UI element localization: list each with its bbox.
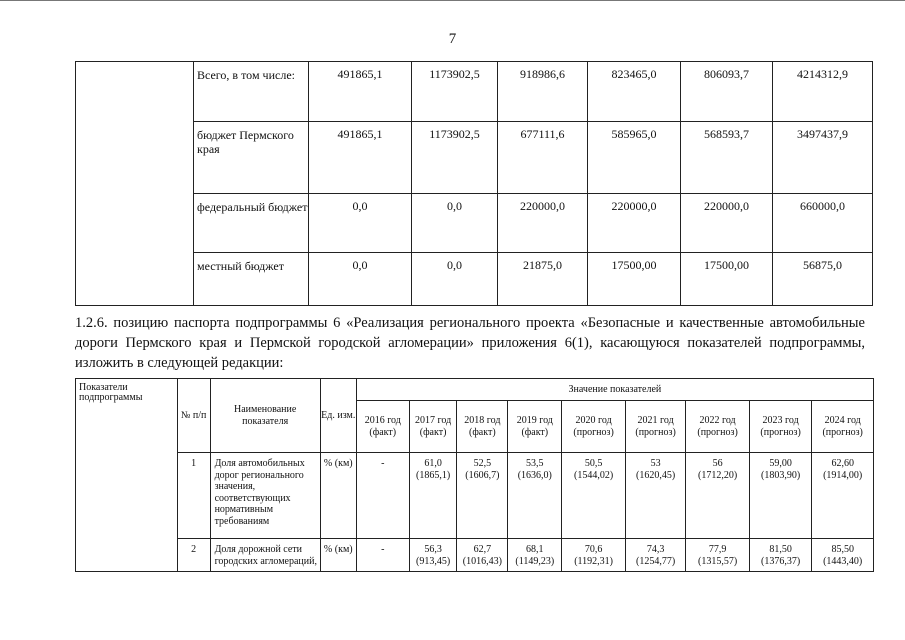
value-percent: 62,7 [473,544,492,555]
funding-value: 823465,0 [588,62,681,122]
indicator-value [686,453,750,539]
indicator-unit: % (км) [320,539,356,572]
funding-row-label: Всего, в том числе: [194,62,309,122]
funding-value: 17500,00 [588,253,681,306]
funding-value: 918986,6 [498,62,588,122]
indicator-value [625,539,685,572]
funding-value: 585965,0 [588,122,681,194]
indicator-number: 2 [177,539,210,572]
indicator-value [686,539,750,572]
value-percent: 81,50 [769,544,792,555]
value-km: (1803,90) [761,469,801,481]
indicator-value [562,453,626,539]
value-percent: - [381,544,385,555]
value-km: (1149,23) [515,555,555,567]
funding-value: 491865,1 [309,122,412,194]
indicator-value [508,453,562,539]
funding-value: 677111,6 [498,122,588,194]
value-km: (1606,7) [465,469,500,481]
funding-value: 660000,0 [773,194,873,253]
funding-row [76,62,873,122]
indicator-name: Доля дорожной сети городских агломераций, [210,539,320,572]
value-percent: 62,60 [831,458,854,469]
value-km: (1914,00) [823,469,863,481]
value-percent: 74,3 [646,544,665,555]
funding-value: 220000,0 [588,194,681,253]
year-header: 2017 год (факт) [409,401,457,453]
indicator-value [409,453,457,539]
value-km: (1544,02) [574,469,614,481]
indicator-value [508,539,562,572]
value-km: (1636,0) [517,469,552,481]
page-top-rule [0,0,905,1]
amendment-paragraph: 1.2.6. позицию паспорта подпрограммы 6 «Реализация регионального проекта «Безопасные и качественные автомобильные дороги Пермского края и Пермской городской агломерации» приложения 6(1), касающуюся показателей подпрограммы, изложить в следующей редакции: [75,315,865,371]
funding-value: 568593,7 [681,122,773,194]
value-percent: 52,5 [473,458,492,469]
value-percent: 70,6 [584,544,603,555]
funding-value: 0,0 [412,194,498,253]
funding-value: 56875,0 [773,253,873,306]
funding-row [76,194,873,253]
funding-row [76,253,873,306]
funding-value: 4214312,9 [773,62,873,122]
indicator-value [749,453,812,539]
funding-value: 21875,0 [498,253,588,306]
funding-value: 0,0 [309,194,412,253]
funding-row [76,122,873,194]
indicator-value [562,539,626,572]
value-km: (1192,31) [574,555,613,567]
year-header: 2019 год (факт) [508,401,562,453]
value-percent: 77,9 [708,544,727,555]
funding-row-label: местный бюджет [194,253,309,306]
indicator-value [749,539,812,572]
indicator-row [76,453,874,539]
value-km: (1865,1) [416,469,451,481]
indicator-value [409,539,457,572]
value-percent: 50,5 [584,458,603,469]
indicator-number: 1 [177,453,210,539]
indicator-unit: % (км) [320,453,356,539]
indicators-label: Показатели подпрограммы [76,379,178,572]
indicator-value [812,453,874,539]
indicator-value [812,539,874,572]
year-header: 2024 год (прогноз) [812,401,874,453]
col-num-header: № п/п [177,379,210,453]
value-km: (1016,43) [462,555,502,567]
indicators-table [75,378,874,572]
col-unit-header: Ед. изм. [320,379,356,453]
values-group-header: Значение показателей [356,379,873,401]
funding-value: 806093,7 [681,62,773,122]
value-km: (1315,57) [697,555,738,567]
funding-value: 3497437,9 [773,122,873,194]
value-percent: 85,50 [831,544,854,555]
year-header: 2020 год (прогноз) [562,401,626,453]
funding-table [75,61,873,306]
indicator-value [457,453,508,539]
value-percent: 56,3 [424,544,442,555]
value-km: (1712,20) [697,469,738,481]
value-km: (1376,37) [761,555,801,567]
funding-empty-cell [76,62,194,306]
funding-value: 491865,1 [309,62,412,122]
indicator-value [356,453,409,539]
funding-value: 0,0 [412,253,498,306]
value-km: (1254,77) [636,555,676,567]
funding-row-label: бюджет Пермского края [194,122,309,194]
year-header: 2023 год (прогноз) [749,401,812,453]
funding-value: 220000,0 [498,194,588,253]
funding-value: 17500,00 [681,253,773,306]
indicator-value [356,539,409,572]
value-km: (913,45) [416,555,451,567]
value-percent: 68,1 [526,544,544,555]
indicator-value [625,453,685,539]
indicator-value [457,539,508,572]
value-percent: 59,00 [769,458,792,469]
indicators-header-row [76,379,874,401]
year-header: 2022 год (прогноз) [686,401,750,453]
page-number: 7 [448,31,457,47]
value-percent: - [381,458,385,469]
funding-value: 0,0 [309,253,412,306]
funding-value: 220000,0 [681,194,773,253]
value-percent: 53,5 [526,458,544,469]
funding-value: 1173902,5 [412,122,498,194]
value-km: (1443,40) [823,555,863,567]
value-km: (1620,45) [636,469,676,481]
funding-row-label: федеральный бюджет [194,194,309,253]
value-percent: 53 [650,458,661,469]
indicator-row [76,539,874,572]
value-percent: 56 [712,458,723,469]
value-percent: 61,0 [424,458,442,469]
year-header: 2016 год (факт) [356,401,409,453]
col-name-header: Наименование показателя [210,379,320,453]
year-header: 2021 год (прогноз) [625,401,685,453]
indicator-name: Доля автомобильных дорог регионального значения, соответствующих нормативным требованиям [210,453,320,539]
funding-value: 1173902,5 [412,62,498,122]
year-header: 2018 год (факт) [457,401,508,453]
